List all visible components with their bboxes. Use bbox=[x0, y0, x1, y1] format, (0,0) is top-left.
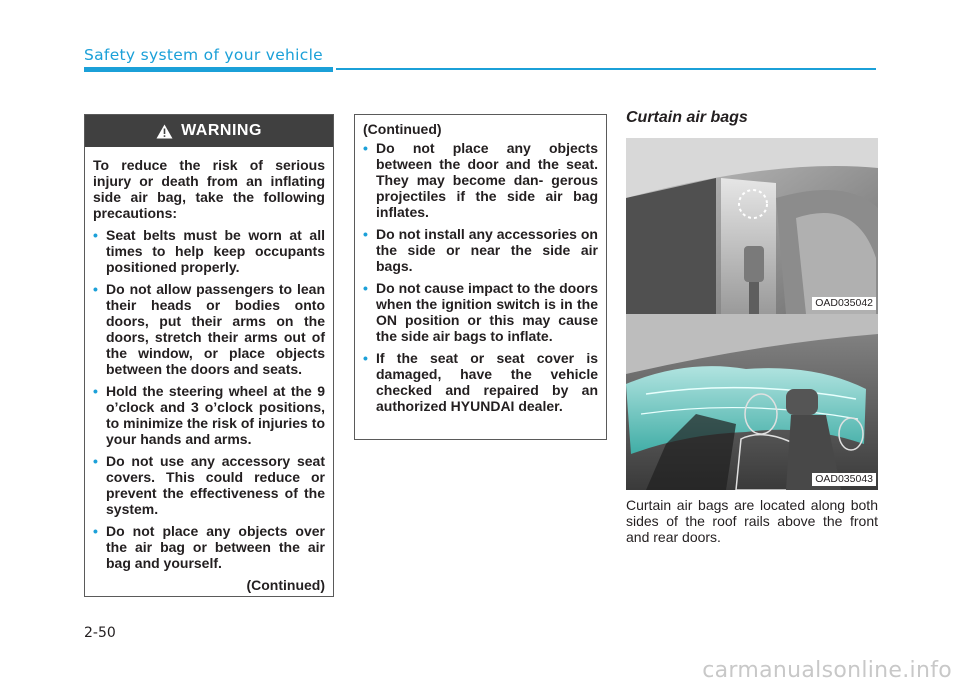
list-item: • If the seat or seat cover is damaged, have the vehicle checked and repaired by an authorized HYUNDAI dealer. bbox=[363, 350, 598, 414]
warning-heading: WARNING bbox=[181, 122, 262, 139]
header-rule-thin bbox=[336, 68, 876, 70]
header-title: Safety system of your vehicle bbox=[84, 46, 324, 64]
section-body-text: Curtain air bags are located along both sides of the roof rails above the front and rear doors. bbox=[626, 497, 878, 545]
list-item: • Do not install any accessories on the side or near the side air bags. bbox=[363, 226, 598, 274]
page-number: 2-50 bbox=[84, 625, 116, 641]
continued-content bbox=[355, 115, 606, 414]
continued-box bbox=[354, 114, 607, 440]
list-item: • Do not place any objects between the door and the seat. They may become dan- gerous projectiles if the side air bag inflates. bbox=[363, 140, 598, 220]
bullet-dot-icon: • bbox=[93, 453, 98, 469]
bullet-dot-icon: • bbox=[93, 383, 98, 399]
bullet-dot-icon: • bbox=[93, 281, 98, 297]
list-item: • Do not cause impact to the doors when the ignition switch is in the ON position or this may cause the side air bags to inflate. bbox=[363, 280, 598, 344]
bullet-dot-icon: • bbox=[363, 280, 368, 296]
image-code-1: OAD035042 bbox=[812, 297, 876, 310]
section-title: Curtain air bags bbox=[626, 109, 748, 126]
continued-label: (Continued) bbox=[246, 577, 325, 593]
warning-bullet-list bbox=[93, 227, 325, 571]
list-item: • Hold the steering wheel at the 9 o’clock and 3 o’clock positions, to minimize the risk of injuries to your hands and arms. bbox=[93, 383, 325, 447]
list-item: • Do not use any accessory seat covers. This could reduce or prevent the effectiveness of the system. bbox=[93, 453, 325, 517]
list-item: • Do not allow passengers to lean their heads or bodies onto doors, put their arms on the doors, stretch their arms out of the window, or place objects between the doors and seats. bbox=[93, 281, 325, 377]
bullet-dot-icon: • bbox=[363, 226, 368, 242]
warning-box bbox=[84, 114, 334, 597]
image-code-2: OAD035043 bbox=[812, 473, 876, 486]
bullet-dot-icon: • bbox=[363, 140, 368, 156]
bullet-dot-icon: • bbox=[93, 227, 98, 243]
bullet-dot-icon: • bbox=[363, 350, 368, 366]
warning-triangle-icon bbox=[156, 124, 173, 139]
warning-header bbox=[85, 115, 333, 147]
warning-content bbox=[85, 147, 333, 593]
header-rule-thick bbox=[84, 67, 333, 72]
list-item: • Seat belts must be worn at all times to help keep occupants positioned properly. bbox=[93, 227, 325, 275]
curtain-airbag-photo-2 bbox=[626, 314, 878, 490]
curtain-airbag-illustration bbox=[626, 314, 878, 490]
continued-bullet-list bbox=[363, 140, 598, 414]
curtain-airbag-photo-1 bbox=[626, 138, 878, 314]
list-item: • Do not place any objects over the air bag or between the air bag and yourself. bbox=[93, 523, 325, 571]
car-pillar-illustration bbox=[626, 138, 878, 314]
bullet-dot-icon: • bbox=[93, 523, 98, 539]
warning-intro: To reduce the risk of serious injury or death from an inflating side air bag, take the following precautions: bbox=[93, 157, 325, 221]
continued-heading: (Continued) bbox=[363, 121, 442, 137]
watermark-text: carmanualsonline.info bbox=[702, 658, 952, 683]
